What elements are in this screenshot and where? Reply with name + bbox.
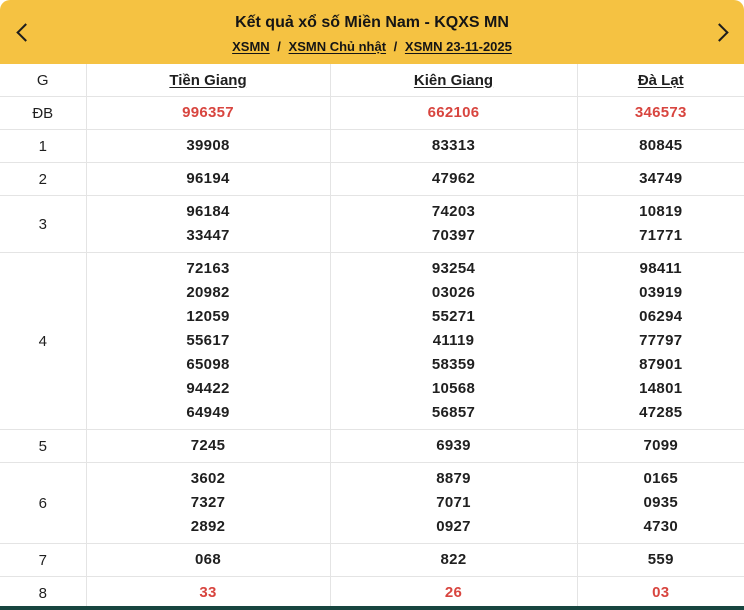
prize-number: 06294 (639, 308, 683, 325)
prize-cell (330, 130, 577, 163)
breadcrumb (232, 39, 512, 54)
table-row (0, 577, 744, 610)
prize-cell (330, 463, 577, 544)
col-header-da-lat (577, 64, 744, 97)
prize-cell (86, 97, 330, 130)
prize-number: 33447 (186, 227, 230, 244)
prize-number: 98411 (639, 260, 682, 277)
prize-number: 41119 (432, 332, 475, 349)
prize-number: 6939 (436, 437, 471, 454)
prize-number: 96184 (186, 203, 230, 220)
table-row (0, 544, 744, 577)
prize-tier-label: ĐB (0, 97, 86, 130)
prize-number: 72163 (186, 260, 230, 277)
table-row (0, 430, 744, 463)
prize-cell (86, 253, 330, 430)
prize-number: 65098 (186, 356, 230, 373)
prize-number: 70397 (431, 227, 476, 244)
table-row (0, 253, 744, 430)
prize-number: 93254 (431, 260, 476, 277)
prize-number: 0165 (643, 470, 679, 487)
table-row (0, 130, 744, 163)
prize-number: 55271 (431, 308, 476, 325)
prize-number: 80845 (639, 137, 683, 154)
col-header-kien-giang (330, 64, 577, 97)
prize-cell (330, 163, 577, 196)
table-row (0, 463, 744, 544)
prize-number: 4730 (643, 518, 679, 535)
prize-cell (330, 253, 577, 430)
prize-number: 7245 (190, 437, 226, 454)
prize-cell (577, 130, 744, 163)
breadcrumb-link-xsmn-date[interactable]: XSMN 23-11-2025 (404, 38, 512, 54)
table-header-row (0, 64, 744, 97)
prize-number: 3602 (190, 470, 226, 487)
prize-number: 94422 (186, 380, 230, 397)
prize-cell (577, 463, 744, 544)
prize-number: 03 (652, 584, 670, 601)
prev-button[interactable] (0, 0, 44, 64)
prize-number: 39908 (186, 137, 230, 154)
prize-cell (330, 196, 577, 253)
prize-cell (577, 577, 744, 610)
prize-number: 346573 (634, 104, 687, 121)
prize-number: 662106 (427, 104, 480, 121)
chevron-right-icon (710, 23, 728, 41)
prize-cell (577, 196, 744, 253)
prize-number: 7099 (643, 437, 679, 454)
prize-tier-label: 1 (0, 130, 86, 163)
prize-cell (330, 97, 577, 130)
prize-number: 74203 (431, 203, 476, 220)
prize-number: 068 (195, 551, 221, 568)
prize-cell (86, 577, 330, 610)
footer-strip (0, 606, 744, 610)
prize-cell (86, 130, 330, 163)
breadcrumb-link-xsmn-weekday[interactable]: XSMN Chủ nhật (288, 38, 387, 54)
prize-cell (330, 577, 577, 610)
prize-number: 71771 (639, 227, 683, 244)
breadcrumb-separator: / (393, 38, 398, 54)
prize-cell (86, 163, 330, 196)
prize-number: 0927 (436, 518, 471, 535)
prize-number: 7327 (190, 494, 226, 511)
table-row (0, 196, 744, 253)
prize-number: 20982 (186, 284, 230, 301)
prize-number: 26 (444, 584, 463, 601)
prize-cell (86, 463, 330, 544)
prize-tier-label: 8 (0, 577, 86, 610)
breadcrumb-link-xsmn[interactable]: XSMN (232, 38, 270, 54)
breadcrumb-separator: / (277, 38, 281, 54)
prize-number: 83313 (431, 137, 476, 154)
prize-cell (577, 430, 744, 463)
prize-number: 47962 (431, 170, 476, 187)
results-table (0, 64, 744, 609)
prize-tier-label: 3 (0, 196, 86, 253)
prize-cell (86, 430, 330, 463)
prize-number: 10819 (639, 203, 683, 220)
prize-number: 14801 (639, 380, 683, 397)
table-row (0, 163, 744, 196)
prize-cell (577, 163, 744, 196)
prize-number: 55617 (186, 332, 230, 349)
prize-number: 7071 (436, 494, 471, 511)
prize-cell (577, 97, 744, 130)
prize-number: 559 (647, 551, 674, 568)
prize-number: 77797 (639, 332, 683, 349)
prize-number: 996357 (182, 104, 234, 121)
prize-number: 2892 (190, 518, 226, 535)
prize-cell (577, 253, 744, 430)
col-header-g: G (0, 64, 86, 97)
prize-number: 10568 (431, 380, 476, 397)
results-header (0, 0, 744, 64)
table-row (0, 97, 744, 130)
prize-number: 822 (440, 551, 467, 568)
prize-cell (86, 196, 330, 253)
prize-tier-label: 7 (0, 544, 86, 577)
prize-number: 12059 (186, 308, 230, 325)
prize-tier-label: 4 (0, 253, 86, 430)
prize-number: 03026 (431, 284, 476, 301)
prize-number: 64949 (186, 404, 230, 421)
prize-tier-label: 2 (0, 163, 86, 196)
next-button[interactable] (700, 0, 744, 64)
prize-number: 47285 (639, 404, 683, 421)
prize-cell (577, 544, 744, 577)
prize-number: 58359 (431, 356, 476, 373)
province-link-da-lat[interactable]: Đà Lạt (637, 71, 684, 89)
header-titles (232, 11, 512, 54)
prize-number: 96194 (186, 170, 230, 187)
prize-number: 34749 (639, 170, 683, 187)
prize-cell (330, 544, 577, 577)
col-header-tien-giang (86, 64, 330, 97)
prize-number: 56857 (431, 404, 476, 421)
prize-cell (86, 544, 330, 577)
chevron-left-icon (16, 23, 34, 41)
prize-tier-label: 6 (0, 463, 86, 544)
prize-number: 33 (199, 584, 217, 601)
prize-number: 8879 (436, 470, 471, 487)
prize-number: 0935 (643, 494, 679, 511)
province-link-kien-giang[interactable]: Kiên Giang (413, 71, 494, 89)
prize-cell (330, 430, 577, 463)
prize-number: 03919 (639, 284, 683, 301)
page-title: Kết quả xổ số Miền Nam - KQXS MN (235, 13, 509, 31)
prize-number: 87901 (639, 356, 683, 373)
prize-tier-label: 5 (0, 430, 86, 463)
province-link-tien-giang[interactable]: Tiền Giang (169, 71, 247, 89)
